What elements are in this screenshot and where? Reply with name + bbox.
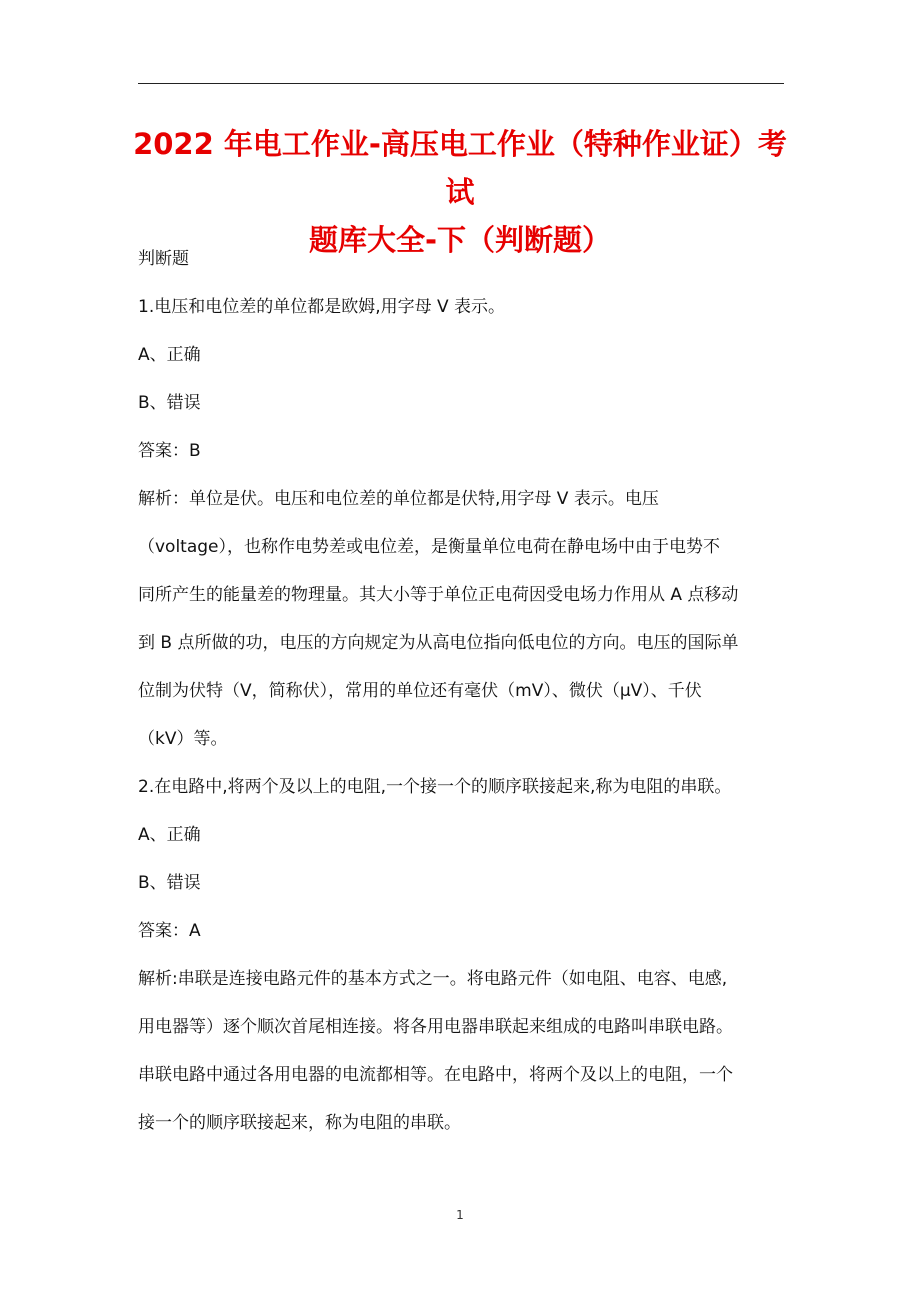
question-1-explanation-line: 同所产生的能量差的物理量。其大小等于单位正电荷因受电场力作用从 A 点移动 — [138, 585, 739, 605]
question-2-text: 2.在电路中,将两个及以上的电阻,一个接一个的顺序联接起来,称为电阻的串联。 — [138, 777, 732, 797]
question-1-explanation-line: （voltage），也称作电势差或电位差，是衡量单位电荷在静电场中由于电势不 — [138, 537, 721, 557]
title-line-1: 2022 年电工作业-高压电工作业（特种作业证）考试 — [133, 127, 787, 209]
question-1-answer: 答案：B — [138, 441, 201, 461]
question-1-text: 1.电压和电位差的单位都是欧姆,用字母 V 表示。 — [138, 297, 506, 317]
section-heading: 判断题 — [138, 249, 189, 269]
question-1-explanation-line: 到 B 点所做的功，电压的方向规定为从高电位指向低电位的方向。电压的国际单 — [138, 633, 739, 653]
question-1-option-b: B、错误 — [138, 393, 201, 413]
title-line-2: 题库大全-下（判断题） — [308, 223, 612, 257]
header-rule — [138, 83, 784, 84]
question-1-explanation-line: 解析：单位是伏。电压和电位差的单位都是伏特,用字母 V 表示。电压 — [138, 489, 659, 509]
question-2-explanation-line: 串联电路中通过各用电器的电流都相等。在电路中，将两个及以上的电阻，一个 — [138, 1065, 733, 1085]
document-title — [120, 120, 800, 264]
question-2-option-b: B、错误 — [138, 873, 201, 893]
question-1-explanation-line: 位制为伏特（V，简称伏），常用的单位还有毫伏（mV）、微伏（μV）、千伏 — [138, 681, 702, 701]
question-2-option-a: A、正确 — [138, 825, 201, 845]
question-1-option-a: A、正确 — [138, 345, 201, 365]
document-body — [138, 247, 788, 1159]
question-2-answer: 答案：A — [138, 921, 201, 941]
question-1-explanation-line: （kV）等。 — [138, 729, 228, 749]
question-2-explanation-line: 接一个的顺序联接起来，称为电阻的串联。 — [138, 1113, 461, 1133]
question-2-explanation-line: 用电器等）逐个顺次首尾相连接。将各用电器串联起来组成的电路叫串联电路。 — [138, 1017, 733, 1037]
page-number: 1 — [456, 1208, 464, 1222]
question-2-explanation-line: 解析:串联是连接电路元件的基本方式之一。将电路元件（如电阻、电容、电感, — [138, 969, 728, 989]
